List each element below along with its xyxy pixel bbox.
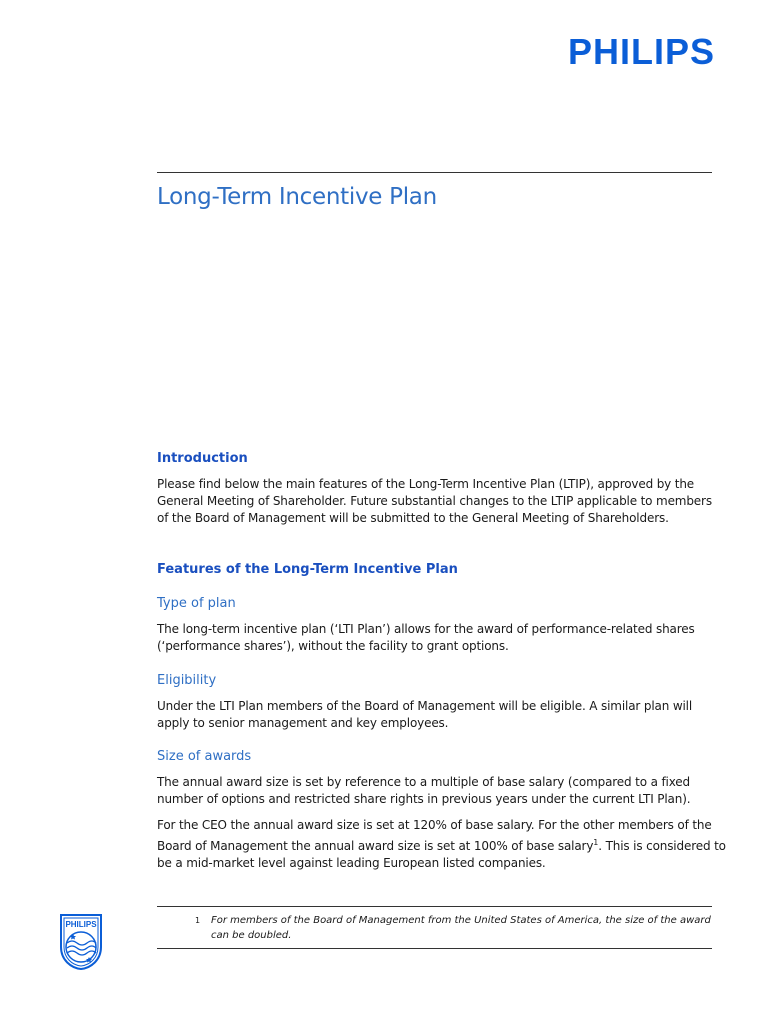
text-line: (‘performance shares’), without the facility to grant options. (157, 639, 509, 653)
text-line: can be doubled. (211, 930, 292, 941)
text-line: For members of the Board of Management from the United States of America, the size of the award (211, 915, 711, 926)
introduction-paragraph (157, 476, 717, 527)
text-line: The long-term incentive plan (‘LTI Plan’) allows for the award of performance-related shares (157, 622, 695, 636)
text-line: apply to senior management and key employees. (157, 716, 449, 730)
footnote-marker: 1 (195, 916, 201, 925)
document-title: Long-Term Incentive Plan (157, 184, 437, 210)
footnote-top-divider (157, 906, 712, 907)
size-of-awards-paragraph-2 (157, 817, 726, 872)
footnote (195, 913, 715, 943)
eligibility-paragraph (157, 698, 717, 732)
text-line: Under the LTI Plan members of the Board of Management will be eligible. A similar plan will (157, 699, 693, 713)
text-line: Please find below the main features of the Long-Term Incentive Plan (LTIP), approved by the (157, 477, 695, 491)
text-line (157, 834, 726, 855)
text-segment: Board of Management the annual award size is set at 100% of base salary (157, 839, 594, 853)
type-of-plan-paragraph (157, 621, 717, 655)
text-segment: . This is considered to (598, 839, 726, 853)
text-line: The annual award size is set by reference to a multiple of base salary (compared to a fixed (157, 775, 690, 789)
size-of-awards-heading: Size of awards (157, 749, 252, 764)
text-line: For the CEO the annual award size is set at 120% of base salary. For the other members of the (157, 818, 712, 832)
shield-text: PHILIPS (65, 920, 97, 929)
type-of-plan-heading: Type of plan (157, 596, 236, 611)
text-line: be a mid-market level against leading European listed companies. (157, 856, 546, 870)
philips-logo: PHILIPS (567, 31, 715, 72)
features-heading: Features of the Long-Term Incentive Plan (157, 562, 458, 577)
footnote-reference[interactable]: 1 (593, 838, 599, 847)
eligibility-heading: Eligibility (157, 673, 217, 688)
footnote-text (200, 913, 715, 943)
size-of-awards-paragraph-1 (157, 774, 717, 808)
title-divider (157, 172, 712, 173)
introduction-heading: Introduction (157, 451, 248, 466)
footnote-bottom-divider (157, 948, 712, 949)
philips-shield-icon (58, 913, 104, 971)
text-line: number of options and restricted share rights in previous years under the current LTI Plan). (157, 792, 691, 806)
text-line: of the Board of Management will be submitted to the General Meeting of Shareholders. (157, 511, 669, 525)
text-line: General Meeting of Shareholder. Future substantial changes to the LTIP applicable to members (157, 494, 712, 508)
